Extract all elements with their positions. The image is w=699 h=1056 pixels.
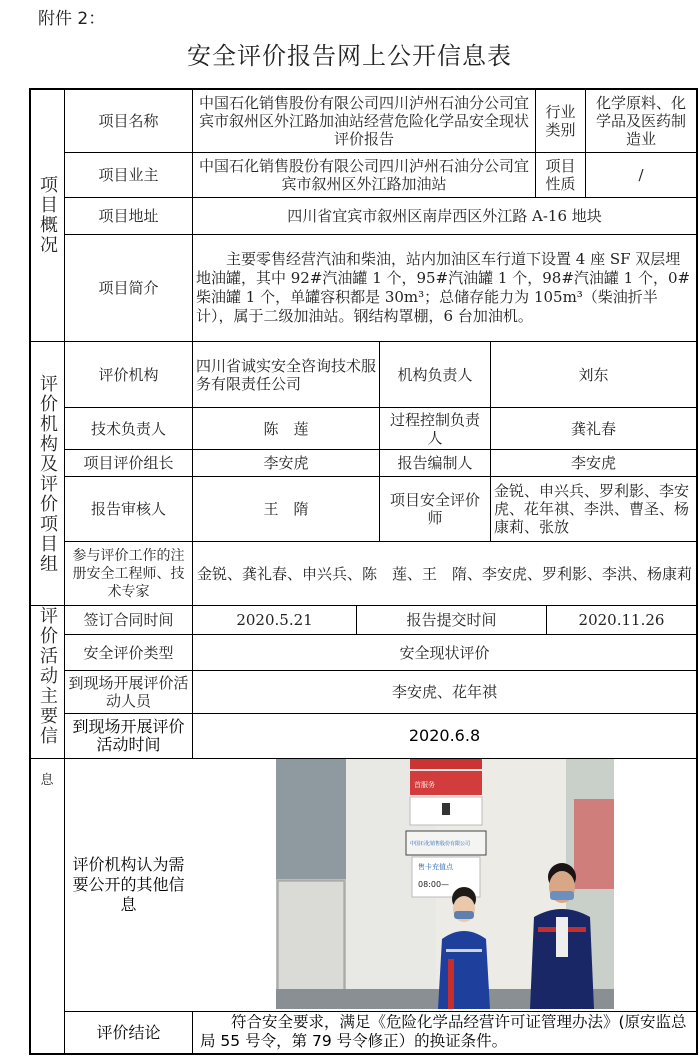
submit-value: 2020.11.26: [578, 611, 665, 629]
section-overview: 项目概况: [37, 175, 58, 255]
conclusion-label: 评价结论: [96, 1022, 161, 1042]
contract-label: 签订合同时间: [83, 611, 174, 629]
nature-value: /: [638, 166, 644, 184]
agency-label: 评价机构: [98, 365, 159, 384]
reviewer-label: 报告审核人: [90, 500, 166, 518]
head-value: 刘东: [578, 365, 609, 384]
sign-service: 首服务: [414, 781, 435, 789]
sign-card: 售卡充值点: [418, 863, 453, 871]
contract-value: 2020.5.21: [236, 611, 313, 629]
address-value: 四川省宜宾市叙州区南岸西区外江路 A-16 地块: [287, 207, 602, 225]
head-label: 机构负责人: [397, 365, 473, 384]
plaque-text: 中国石化销售股份有限公司: [410, 841, 471, 847]
sign-hours: 08:00—: [418, 880, 450, 889]
industry-value: 化学原料、化学品及医药制造业: [595, 93, 686, 148]
engineers-value: 金锐、龚礼春、申兴兵、陈 莲、王 隋、李安虎、罗利影、李洪、杨康莉: [196, 564, 692, 583]
address-label: 项目地址: [98, 207, 159, 225]
staff-value: 李安虎、花年祺: [391, 683, 497, 701]
assessors-value: 金锐、申兴兵、罗利影、李安虎、花年祺、李洪、曹圣、杨康莉、张放: [494, 482, 690, 536]
leader-value: 李安虎: [263, 454, 309, 472]
compiler-label: 报告编制人: [397, 454, 473, 472]
tech-value: 陈 莲: [263, 419, 309, 438]
owner-value: 中国石化销售股份有限公司四川泸州石油分公司宜宾市叙州区外江路加油站: [198, 157, 529, 193]
conclusion-value: 符合安全要求，满足《危险化学品经营许可证管理办法》(原安监总局 55 号令，第 79 号令修正）的换证条件。: [200, 1013, 687, 1050]
agency-value: 四川省诚实安全咨询技术服务有限责任公司: [196, 356, 377, 393]
project-name-value: 中国石化销售股份有限公司四川泸州石油分公司宜宾市叙州区外江路加油站经营危险化学品安全现状评价报告: [198, 93, 529, 148]
intro-value: 主要零售经营汽油和柴油，站内加油区车行道下设置 4 座 SF 双层埋地油罐，其中 92#汽油罐 1 个，95#汽油罐 1 个，98#汽油罐 1 个，0#柴油罐 1 个，单罐容积都是 30m³；总储存能力为 105m³（柴油折半计），属于二级加油站。钢结构罩棚，6 台加油机。: [196, 250, 691, 325]
process-label: 过程控制负责人: [389, 410, 480, 447]
section-activity: 评价活动主要信: [37, 606, 58, 746]
time-label: 到现场开展评价活动时间: [72, 717, 185, 754]
industry-label: 行业类别: [545, 102, 576, 139]
nature-label: 项目性质: [545, 157, 576, 193]
annex-label: 附件 2：: [38, 9, 106, 29]
tech-label: 技术负责人: [90, 419, 166, 438]
process-value: 龚礼春: [570, 419, 616, 438]
page-title: 安全评价报告网上公开信息表: [187, 42, 512, 70]
project-name-label: 项目名称: [98, 111, 159, 130]
submit-label: 报告提交时间: [406, 611, 497, 629]
section-org: 评价机构及评价项目组: [37, 373, 58, 574]
type-label: 安全评价类型: [83, 643, 174, 662]
site-photo-graphic: [276, 759, 614, 1009]
other-info-label: 评价机构认为需要公开的其他信息: [72, 855, 185, 914]
engineers-label: 参与评价工作的注册安全工程师、技术专家: [72, 547, 185, 600]
assessors-label: 项目安全评价师: [389, 491, 480, 527]
owner-label: 项目业主: [98, 166, 159, 184]
intro-label: 项目简介: [98, 279, 159, 297]
compiler-value: 李安虎: [570, 454, 616, 472]
type-value: 安全现状评价: [399, 643, 490, 662]
staff-label: 到现场开展评价活动人员: [68, 674, 189, 710]
site-photo: [276, 759, 614, 1009]
time-value: 2020.6.8: [408, 726, 481, 745]
leader-label: 项目评价组长: [83, 454, 174, 472]
reviewer-value: 王 隋: [263, 500, 309, 518]
section-activity-tail: 息: [40, 773, 54, 788]
